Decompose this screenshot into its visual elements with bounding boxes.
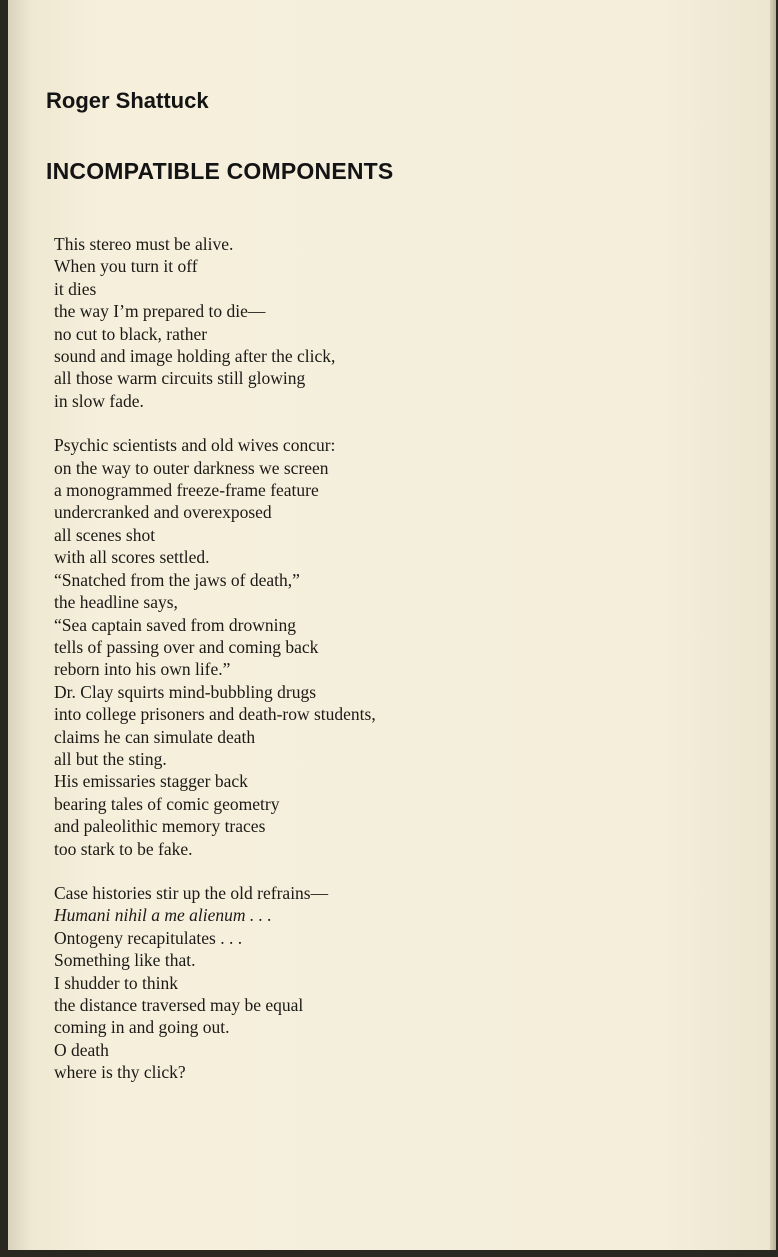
poem-author: Roger Shattuck [46, 88, 209, 113]
poem-line: O death [54, 1039, 109, 1060]
poem-body [54, 233, 654, 1106]
poem-line: “Snatched from the jaws of death,” [54, 569, 300, 590]
poem-line: where is thy click? [54, 1062, 186, 1083]
poem-line: coming in and going out. [54, 1017, 230, 1038]
poem-line: Psychic scientists and old wives concur: [54, 435, 336, 456]
poem-stanza [54, 434, 654, 860]
poem-line: all those warm circuits still glowing [54, 368, 306, 389]
poem-line: When you turn it off [54, 256, 198, 277]
poem-line: it dies [54, 278, 97, 299]
poem-line: sound and image holding after the click, [54, 346, 336, 367]
poem-line: Humani nihil a me alienum . . . [54, 905, 272, 926]
poem-line: bearing tales of comic geometry [54, 793, 280, 814]
poem-line: undercranked and overexposed [54, 502, 272, 523]
poem-line: and paleolithic memory traces [54, 816, 266, 837]
book-page [8, 0, 776, 1250]
poem-line: tells of passing over and coming back [54, 636, 319, 657]
poem-line: with all scores settled. [54, 547, 210, 568]
poem-line: This stereo must be alive. [54, 234, 234, 254]
poem-line: the headline says, [54, 592, 178, 613]
poem-line: Dr. Clay squirts mind-bubbling drugs [54, 681, 317, 702]
poem-line: a monogrammed freeze-frame feature [54, 480, 319, 501]
page-edge [770, 0, 776, 1250]
poem-line: all scenes shot [54, 524, 156, 545]
poem-line: His emissaries stagger back [54, 771, 248, 792]
poem-line: “Sea captain saved from drowning [54, 614, 297, 635]
poem-line: in slow fade. [54, 390, 144, 411]
poem-line: no cut to black, rather [54, 323, 208, 344]
poem-title: INCOMPATIBLE COMPONENTS [46, 158, 394, 184]
poem-line: too stark to be fake. [54, 838, 193, 859]
poem-line: claims he can simulate death [54, 726, 256, 747]
poem-line: on the way to outer darkness we screen [54, 457, 329, 478]
poem-stanza [54, 233, 654, 412]
poem-line: reborn into his own life.” [54, 659, 231, 680]
poem-line: Case histories stir up the old refrains— [54, 882, 329, 903]
poem-stanza [54, 882, 654, 1084]
poem-line: the distance traversed may be equal [54, 995, 304, 1015]
poem-line: Something like that. [54, 950, 196, 971]
poem-line: all but the sting. [54, 748, 167, 769]
poem-line: into college prisoners and death-row students, [54, 704, 376, 725]
poem-line: the way I’m prepared to die— [54, 301, 266, 322]
poem-line: Ontogeny recapitulates . . . [54, 927, 243, 948]
poem-line: I shudder to think [54, 972, 178, 993]
